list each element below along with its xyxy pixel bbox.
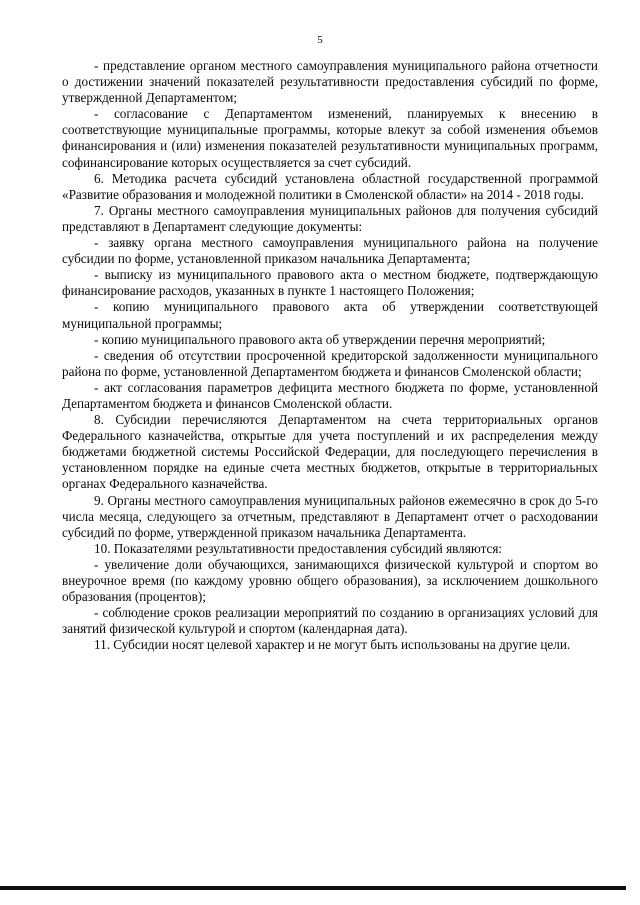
list-item-debt-info: - сведения об отсутствии просроченной кредиторской задолженности муниципального района по форме, установленной Департаментом бюджета и финансов Смоленской области;	[62, 347, 598, 379]
paragraph-10-indicators: 10. Показателями результативности предоставления субсидий являются:	[94, 540, 503, 556]
paragraph-8-transfer: 8. Субсидии перечисляются Департаментом на счета территориальных органов Федерального казначейства, открытые для учета поступлений и их распределения между бюджетами бюджетной системы Российской Федерации, для последующего перечисления в установленном порядке на единые счета местных бюджетов, открытые в территориальных органах Федерального казначейства.	[62, 412, 598, 492]
list-item-deadlines: - соблюдение сроков реализации мероприятий по созданию в организациях условий для занятий физической культурой и спортом (календарная дата).	[62, 605, 598, 637]
list-item-deficit-act: - акт согласования параметров дефицита местного бюджета по форме, установленной Департаментом бюджета и финансов Смоленской области.	[62, 379, 598, 411]
paragraph-7-documents: 7. Органы местного самоуправления муниципальных районов для получения субсидий представляют в Департамент следующие документы:	[62, 202, 598, 234]
bottom-rule	[0, 886, 626, 890]
paragraph-11-purpose: 11. Субсидии носят целевой характер и не могут быть использованы на другие цели.	[94, 637, 571, 653]
list-item-program-act-copy: - копию муниципального правового акта об утверждении соответствующей муниципальной программы;	[62, 299, 598, 331]
paragraph-reporting: - представление органом местного самоуправления муниципального района отчетности о достижении значений показателей результативности предоставления субсидий по форме, утвержденной Департаментом;	[62, 58, 598, 106]
paragraph-9-monthly-report: 9. Органы местного самоуправления муниципальных районов ежемесячно в срок до 5-го числа месяца, следующего за отчетным, представляют в Департамент отчет о расходовании субсидий по форме, утвержденной приказом начальника Департамента.	[62, 492, 598, 540]
list-item-application: - заявку органа местного самоуправления муниципального района на получение субсидии по форме, установленной приказом начальника Департамента;	[62, 235, 598, 267]
page-number: 5	[317, 34, 323, 46]
document-body	[62, 58, 598, 653]
list-item-activities-act-copy: - копию муниципального правового акта об утверждении перечня мероприятий;	[94, 331, 546, 347]
list-item-students-share: - увеличение доли обучающихся, занимающихся физической культурой и спортом во внеурочное время (по каждому уровню общего образования), за исключением дошкольного образования (процентов);	[62, 556, 598, 605]
list-item-budget-extract: - выписку из муниципального правового акта о местном бюджете, подтверждающую финансирование расходов, указанных в пункте 1 настоящего Положения;	[62, 267, 598, 299]
paragraph-program-changes: - согласование с Департаментом изменений, планируемых к внесению в соответствующие муниципальные программы, которые влекут за собой изменения объемов финансирования и (или) изменения показателей результативности муниципальных программ, софинансирование которых осуществляется за счет субсидий.	[62, 106, 598, 170]
paragraph-6-methodology: 6. Методика расчета субсидий установлена областной государственной программой «Развитие образования и молодежной политики в Смоленской области» на 2014 - 2018 годы.	[62, 170, 598, 202]
